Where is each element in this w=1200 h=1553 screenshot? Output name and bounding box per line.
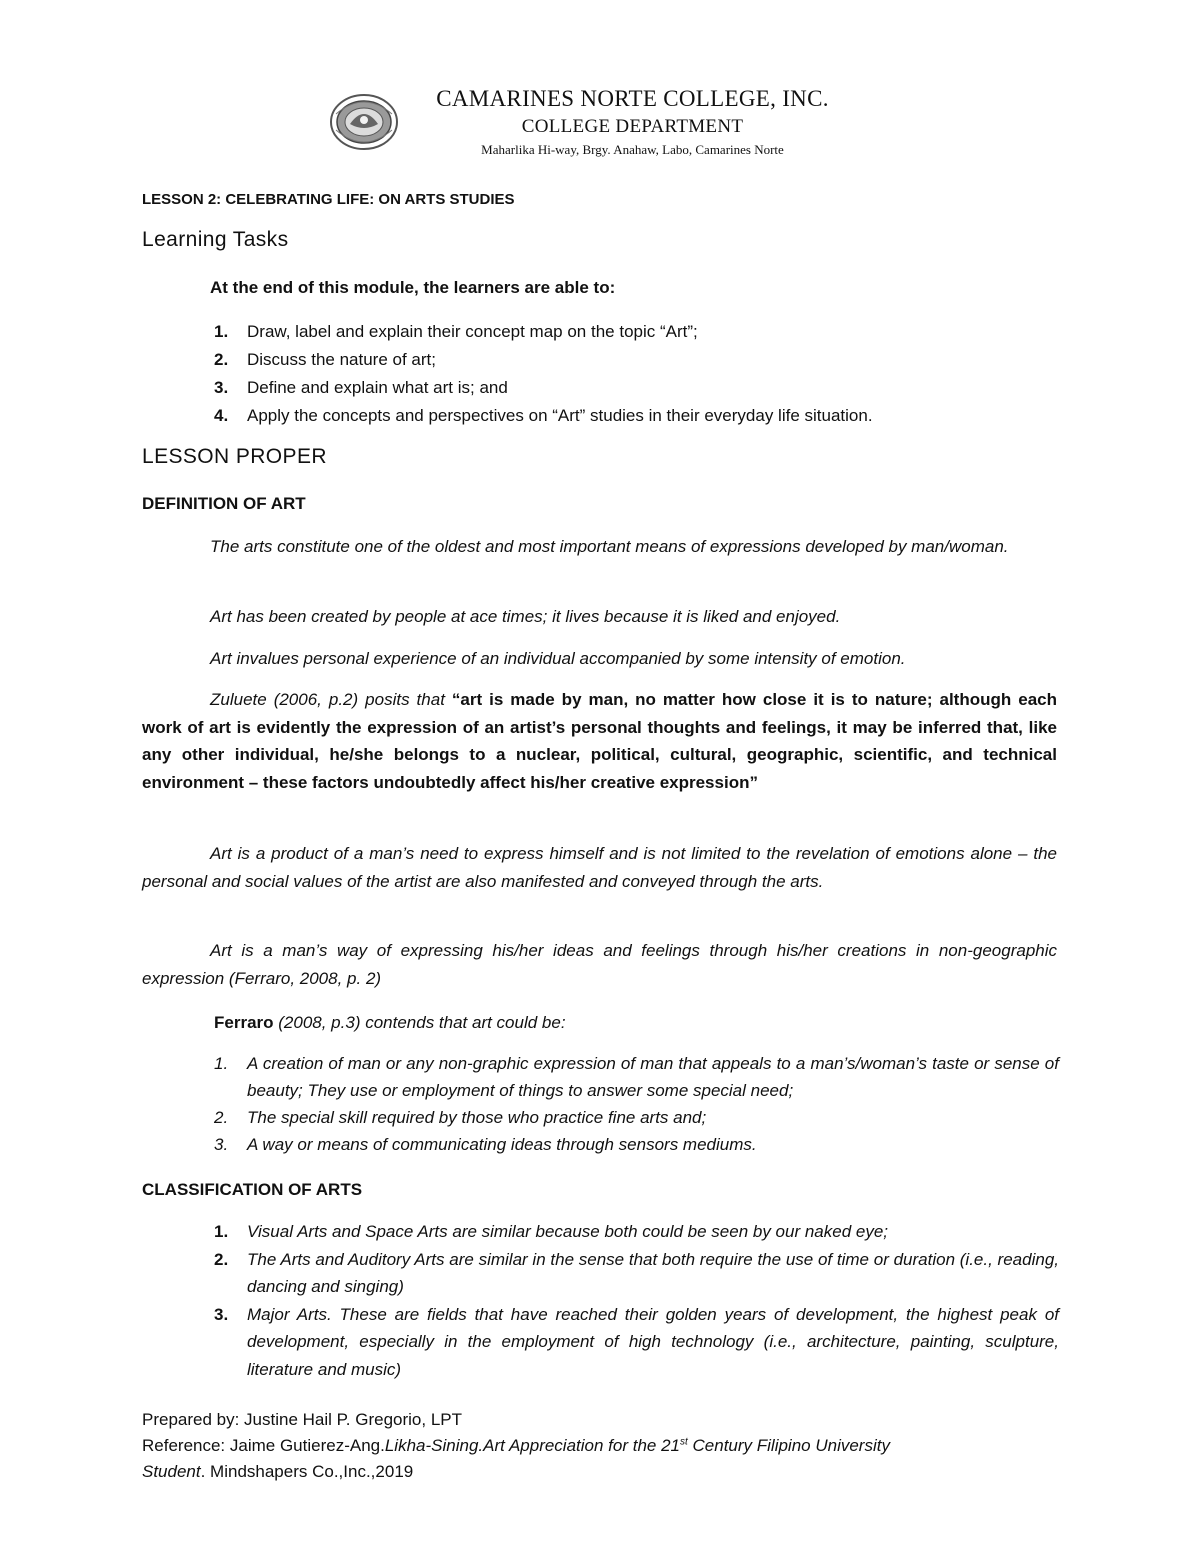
list-item: Draw, label and explain their concept map on the topic “Art”;: [247, 322, 698, 341]
reference-title-end: Student: [142, 1462, 201, 1481]
paragraph: [142, 603, 1057, 631]
paragraph: [142, 533, 1057, 561]
list-item: [214, 1131, 1059, 1158]
ferraro-name: Ferraro: [214, 1013, 274, 1032]
learning-tasks-intro: At the end of this module, the learners are able to:: [210, 278, 616, 297]
reference-prefix: Reference: Jaime Gutierez-Ang.: [142, 1436, 385, 1455]
paragraph-text: The arts constitute one of the oldest and most important means of expressions developed by man/woman.: [210, 537, 1009, 556]
classification-heading: CLASSIFICATION OF ARTS: [142, 1180, 363, 1199]
paragraph-text: Art is a product of a man’s need to express himself and is not limited to the revelation of emotions alone – the personal and social values of the artist are also manifested and conveyed through the arts.: [142, 844, 1057, 891]
list-item: [214, 1246, 1059, 1301]
college-seal-logo: [328, 92, 400, 152]
paragraph: [142, 937, 1057, 992]
list-item-text: Visual Arts and Space Arts are similar because both could be seen by our naked eye;: [247, 1222, 889, 1241]
citation: Zuluete (2006, p.2) posits that: [210, 690, 452, 709]
paragraph-text: Art has been created by people at ace times; it lives because it is liked and enjoyed.: [210, 607, 841, 626]
list-number: 3.: [214, 378, 229, 397]
institution-address: Maharlika Hi-way, Brgy. Anahaw, Labo, Camarines Norte: [481, 142, 784, 157]
lesson-proper-heading: LESSON PROPER: [142, 445, 327, 468]
paragraph: [142, 645, 1057, 673]
list-number: 1.: [214, 322, 229, 341]
ferraro-intro: [214, 1013, 566, 1033]
learning-tasks-heading: Learning Tasks: [142, 228, 289, 251]
reference-title: Likha-Sining.Art Appreciation for the 21: [384, 1436, 680, 1455]
paragraph: [142, 840, 1057, 895]
reference-line: [142, 1434, 890, 1458]
list-item: Apply the concepts and perspectives on “Art” studies in their everyday life situation.: [247, 406, 873, 425]
paragraph-text: Art invalues personal experience of an individual accompanied by some intensity of emotion.: [210, 649, 906, 668]
list-number: 3.: [214, 1304, 229, 1324]
reference-line-2: [142, 1460, 413, 1484]
department-name: COLLEGE DEPARTMENT: [521, 116, 744, 137]
institution-name: CAMARINES NORTE COLLEGE, INC.: [436, 86, 829, 111]
paragraph-text: Art is a man’s way of expressing his/her ideas and feelings through his/her creations in non-geographic expression (Ferraro, 2008, p. 2): [142, 941, 1057, 988]
list-item: Define and explain what art is; and: [247, 378, 508, 397]
list-number: 2.: [214, 350, 229, 369]
list-item-text: Major Arts. These are fields that have reached their golden years of development, the highest peak of development, especially in the employment of high technology (i.e., architecture, painting, sculpture, literature and music): [247, 1304, 1059, 1379]
list-number: 1.: [214, 1054, 229, 1073]
definition-heading: DEFINITION OF ART: [142, 494, 306, 513]
reference-sup: st: [680, 1436, 688, 1448]
ferraro-rest: (2008, p.3) contends that art could be:: [273, 1013, 566, 1032]
list-item-text: A creation of man or any non-graphic expression of man that appeals to a man’s/woman’s taste or sense of beauty; They use or employment of things to answer some special need;: [247, 1054, 1059, 1100]
list-item: [214, 1301, 1059, 1384]
prepared-by: Prepared by: Justine Hail P. Gregorio, LPT: [142, 1410, 463, 1429]
quote-text: “art is made by man, no matter how close it is to nature; although each work of art is evidently the expression of an artist’s personal thoughts and feelings, it may be inferred that, like any other individual, he/she belongs to a nuclear, political, cultural, geographic, scientific, and technical environment – these factors undoubtedly affect his/her creative expression”: [142, 690, 1057, 792]
list-number: 3.: [214, 1135, 229, 1154]
list-item: [214, 1218, 1059, 1246]
reference-publisher: . Mindshapers Co.,Inc.,2019: [200, 1462, 414, 1481]
reference-title-cont: Century Filipino University: [687, 1436, 890, 1455]
list-item-text: The Arts and Auditory Arts are similar in the sense that both require the use of time or duration (i.e., reading, dancing and singing): [247, 1249, 1059, 1296]
list-number: 2.: [214, 1249, 229, 1269]
list-number: 4.: [214, 406, 229, 425]
list-item: Discuss the nature of art;: [247, 350, 436, 369]
list-number: 2.: [214, 1108, 229, 1127]
ferraro-list: [214, 1050, 1059, 1158]
lesson-title: LESSON 2: CELEBRATING LIFE: ON ARTS STUDIES: [142, 191, 515, 208]
quote-paragraph: [142, 686, 1057, 796]
list-item: [214, 1050, 1059, 1104]
list-item: [214, 1104, 1059, 1131]
list-number: 1.: [214, 1222, 229, 1241]
list-item-text: The special skill required by those who practice fine arts and;: [247, 1108, 707, 1127]
classification-list: [214, 1218, 1059, 1383]
list-item-text: A way or means of communicating ideas through sensors mediums.: [247, 1135, 757, 1154]
